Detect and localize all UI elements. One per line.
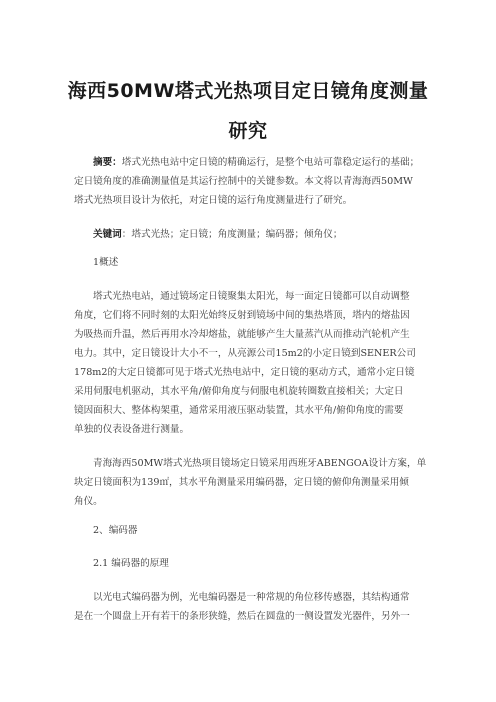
section-1-heading-text: 1概述 bbox=[93, 257, 119, 268]
section-2-paragraph-1 bbox=[74, 588, 434, 626]
document-title-line-1: 海西50MW塔式光热项目定日镜角度测量 bbox=[67, 80, 429, 102]
keywords bbox=[74, 225, 434, 244]
section-2-heading-text: 2、编码器 bbox=[93, 525, 138, 536]
abstract-label: 摘要： bbox=[93, 157, 122, 168]
paragraph-line: 电力。其中，定日镜设计大小不一，从亮源公司15m2的小定日镜到SENER公司 bbox=[74, 348, 416, 359]
abstract-text-1: 塔式光热电站中定日镜的精确运行，是整个电站可靠稳定运行的基础； bbox=[121, 157, 420, 168]
paragraph-line: 角度，它们将不同时刻的太阳光始终反射到镜场中间的集热塔顶，塔内的熔盐因 bbox=[74, 310, 410, 321]
document-title-line-2: 研究 bbox=[228, 120, 268, 142]
abstract bbox=[74, 153, 434, 210]
paragraph-line: 镜因面积大、整体构架重，通常采用液压驱动装置，其水平角/俯仰角度的需要 bbox=[74, 405, 404, 416]
section-1-heading bbox=[74, 253, 434, 272]
paragraph-line: 采用伺服电机驱动，其水平角/俯仰角度与伺服电机旋转圈数直接相关；大定日 bbox=[74, 386, 404, 397]
section-2-heading bbox=[74, 521, 434, 540]
paragraph-line: 178m2的大定日镜都可见于塔式光热电站中，定日镜的驱动方式，通常小定日镜 bbox=[74, 367, 415, 378]
abstract-line-3: 塔式光热项目设计为依托，对定日镜的运行角度测量进行了研究。 bbox=[74, 195, 353, 206]
section-1-paragraph-1 bbox=[74, 287, 434, 439]
paragraph-line: 塔式光热电站，通过镜场定日镜聚集太阳光，每一面定日镜都可以自动调整 bbox=[93, 291, 410, 302]
paragraph-line: 单独的仪表设备进行测量。 bbox=[74, 424, 190, 435]
abstract-line-2: 定日镜角度的准确测量值是其运行控制中的关键参数。本文将以青海海西50MW bbox=[74, 176, 413, 187]
paragraph-line: 块定日镜面积为139㎡，其水平角测量采用编码器，定日镜的俯仰角测量采用倾 bbox=[74, 477, 409, 488]
section-2-1-heading-text: 2.1 编码器的原理 bbox=[93, 558, 169, 569]
paragraph-line: 角仪。 bbox=[74, 496, 103, 507]
keywords-label: 关键词 bbox=[93, 229, 122, 240]
paragraph-line: 为吸热而升温，然后再用水冷却熔盐，就能够产生大量蒸汽从而推动汽轮机产生 bbox=[74, 329, 410, 340]
section-1-paragraph-2 bbox=[74, 454, 434, 511]
paragraph-line: 是在一个圆盘上开有若干的条形狭缝，然后在圆盘的一侧设置发光器件，另外一 bbox=[74, 611, 410, 622]
paragraph-line: 青海海西50MW塔式光热项目镜场定日镜采用西班牙ABENGOA设计方案，单 bbox=[93, 458, 427, 469]
abstract-line-1 bbox=[74, 153, 434, 172]
section-2-1-heading bbox=[74, 554, 434, 573]
keywords-text: ：塔式光热；定日镜；角度测量；编码器；倾角仪； bbox=[121, 229, 343, 240]
keywords-line bbox=[74, 225, 434, 244]
paragraph-line: 以光电式编码器为例，光电编码器是一种常规的角位移传感器，其结构通常 bbox=[93, 592, 410, 603]
